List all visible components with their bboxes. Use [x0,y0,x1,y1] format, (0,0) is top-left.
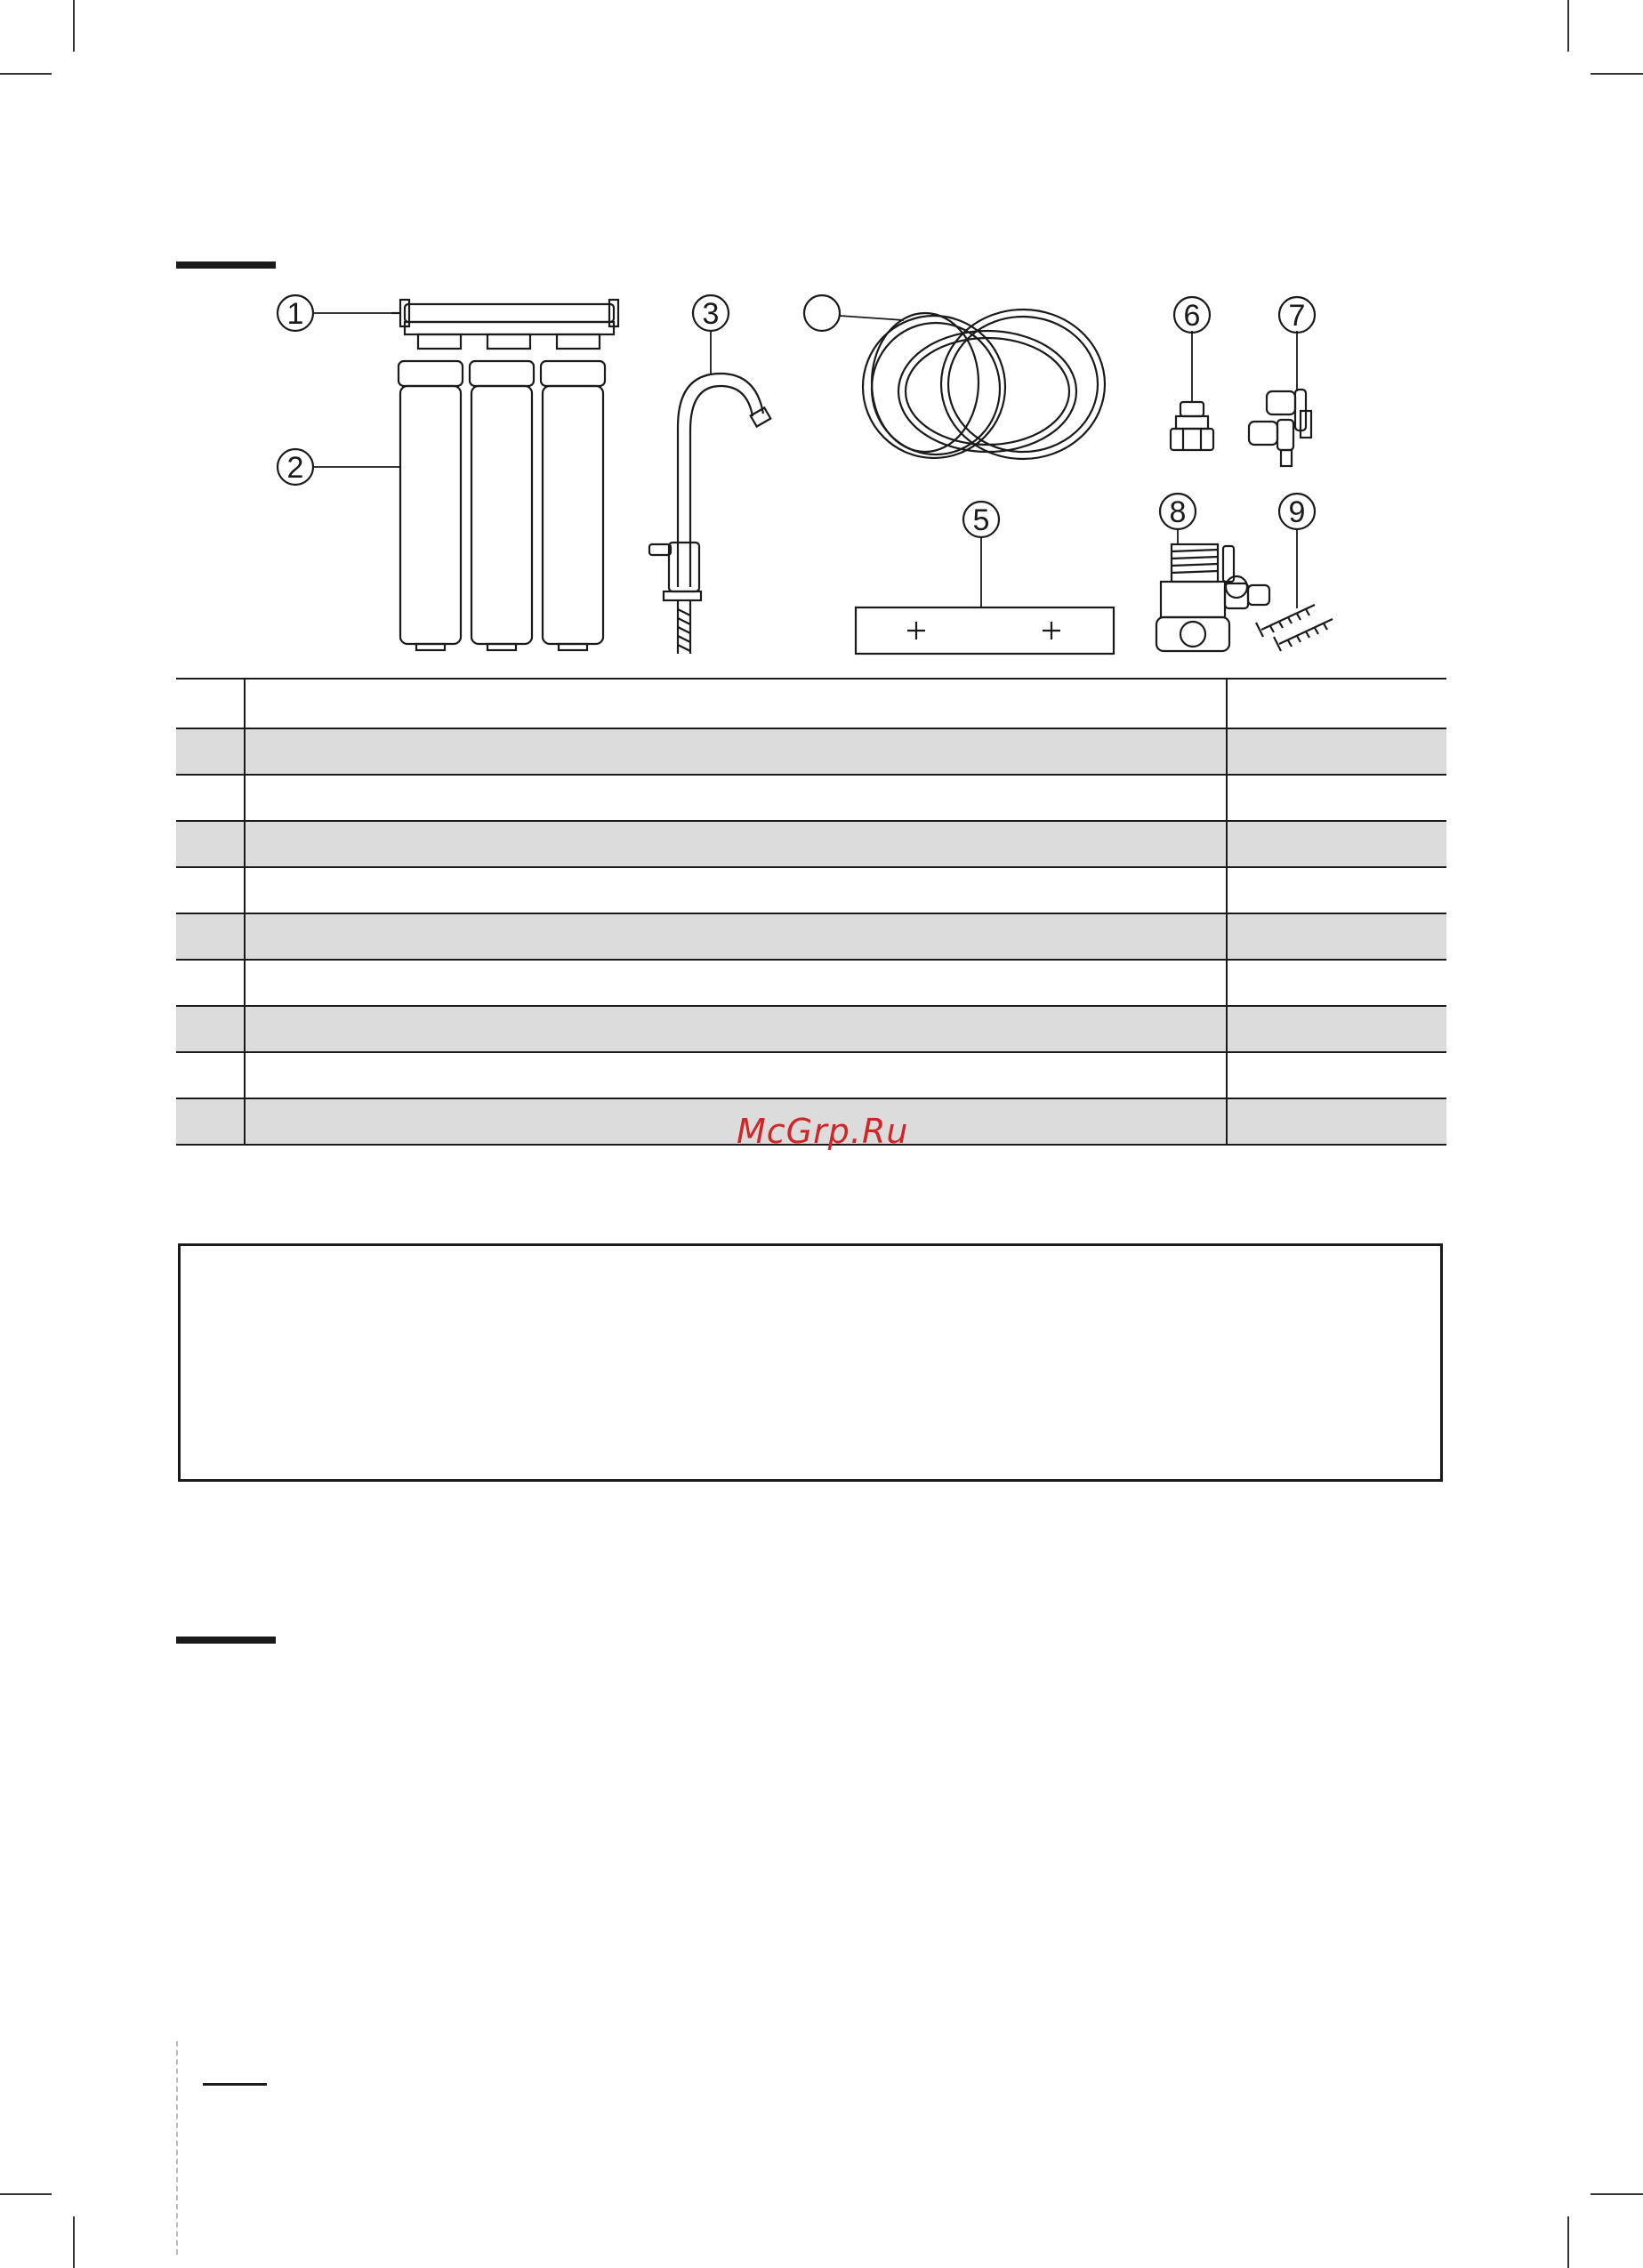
crop-mark [73,2216,75,2268]
table-cell-name [245,728,1227,775]
table-cell-qty [1227,821,1446,867]
table-cell-name [245,960,1227,1006]
callout-9: 9 [1288,495,1306,529]
filter-head [391,300,618,349]
faucet [649,374,770,654]
parts-illustration [0,0,1643,676]
callout-3: 3 [702,297,720,331]
table-cell-qty [1227,1052,1446,1098]
table-cell-name [245,867,1227,913]
table-cell-name [245,1052,1227,1098]
tubing-coil [863,310,1105,459]
table-row [176,821,1446,867]
screws [1256,605,1333,651]
straight-connector [1171,402,1213,450]
watermark: McGrp.Ru [737,1112,909,1151]
table-cell-num [176,821,245,867]
callout-7: 7 [1288,299,1306,333]
note-box [178,1243,1443,1482]
parts-table [176,678,1446,1146]
table-cell-name [245,679,1227,728]
table-cell-name [245,775,1227,821]
table-cell-qty [1227,867,1446,913]
table-cell-qty [1227,1006,1446,1052]
table-row [176,960,1446,1006]
table-row [176,867,1446,913]
table-cell-name [245,1006,1227,1052]
table-cell-num [176,679,245,728]
table-cell-num [176,775,245,821]
filter-cartridges [399,361,605,650]
section-heading-rule [176,1637,276,1644]
table-row [176,775,1446,821]
crop-mark [1591,2193,1643,2195]
table-cell-num [176,913,245,960]
table-cell-qty [1227,728,1446,775]
callout-circles [278,295,1315,537]
table-cell-name [245,913,1227,960]
callout-6: 6 [1183,299,1201,333]
table-cell-num [176,1098,245,1145]
table-row [176,728,1446,775]
table-cell-qty [1227,1098,1446,1145]
callout-2: 2 [286,451,304,485]
elbow-connectors [1249,390,1311,466]
table-cell-name [245,1098,1227,1145]
crop-mark [0,2193,52,2195]
table-cell-name [245,821,1227,867]
table-cell-qty [1227,913,1446,960]
mounting-bracket [856,607,1114,654]
table-cell-qty [1227,960,1446,1006]
table-cell-num [176,960,245,1006]
table-header-row [176,679,1446,728]
table-cell-num [176,1052,245,1098]
binding-margin-line [176,2041,178,2255]
table-row [176,1052,1446,1098]
table-cell-num [176,867,245,913]
callout-1: 1 [286,297,304,331]
page-number-rule [203,2083,267,2086]
feed-water-valve [1156,544,1269,651]
table-cell-num [176,1006,245,1052]
table-cell-num [176,728,245,775]
table-cell-qty [1227,775,1446,821]
table-row [176,913,1446,960]
table-cell-qty [1227,679,1446,728]
callout-8: 8 [1169,495,1187,529]
table-row [176,1006,1446,1052]
callout-5: 5 [972,503,990,537]
crop-mark [1567,2216,1569,2268]
